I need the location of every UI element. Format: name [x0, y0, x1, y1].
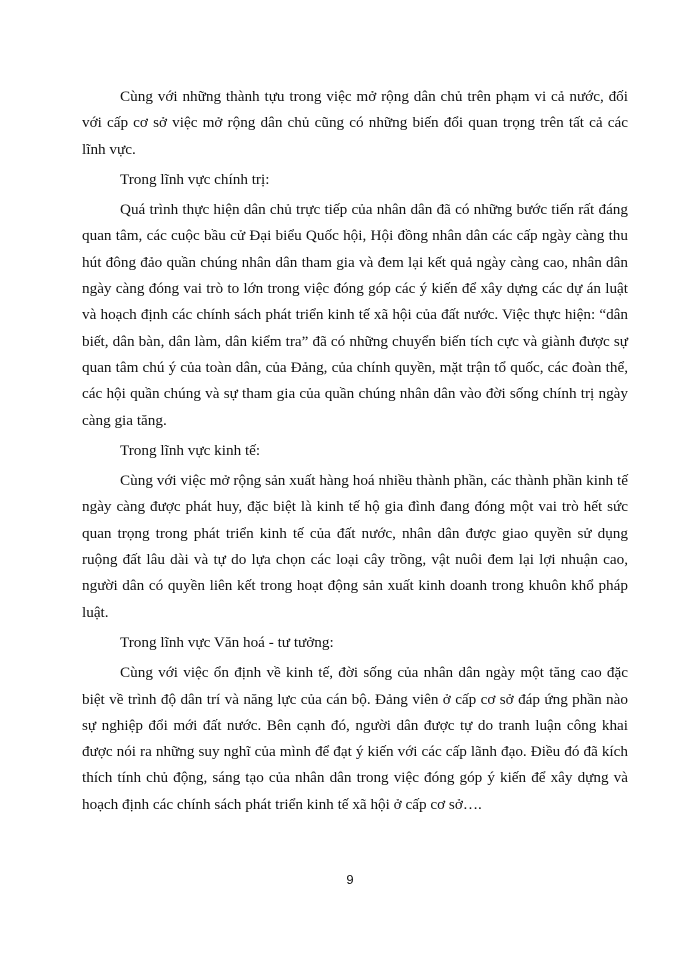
paragraph-culture: Cùng với việc ổn định về kinh tế, đời sống của nhân dân ngày một tăng cao đặc biệt về trình độ dân trí và năng lực của cán bộ. Đảng viên ở cấp cơ sở đáp ứng phần nào sự nghiệp đổi mới đất nước. Bên cạnh đó, người dân được tự do tranh luận công khai được nói ra những suy nghĩ của mình để đạt ý kiến với các cấp lãnh đạo. Điều đó đã kích thích tính chủ động, sáng tạo của nhân dân trong việc đóng góp ý kiến để xây dựng và hoạch định các chính sách phát triển kinh tế xã hội ở cấp cơ sở….: [82, 664, 628, 813]
heading-politics: Trong lĩnh vực chính trị:: [120, 170, 270, 188]
page-number: 9: [346, 872, 354, 887]
paragraph-economy: Cùng với việc mở rộng sản xuất hàng hoá nhiều thành phần, các thành phần kinh tế ngày càng được phát huy, đặc biệt là kinh tế hộ gia đình đang đóng một vai trò hết sức quan trọng trong phát triển kinh tế của đất nước, nhân dân được giao quyền sử dụng ruộng đất lâu dài và tự do lựa chọn các loại cây trồng, vật nuôi đem lại lợi nhuận cao, người dân có quyền liên kết trong hoạt động sản xuất kinh doanh trong khuôn khổ pháp luật.: [82, 472, 628, 621]
heading-economy: Trong lĩnh vực kinh tế:: [120, 441, 261, 459]
heading-culture: Trong lĩnh vực Văn hoá - tư tưởng:: [120, 633, 334, 651]
paragraph-intro: Cùng với những thành tựu trong việc mở rộng dân chủ trên phạm vi cả nước, đối với cấp cơ sở việc mở rộng dân chủ cũng có những biến đổi quan trọng trên tất cả các lĩnh vực.: [82, 88, 628, 158]
paragraph-politics: Quá trình thực hiện dân chủ trực tiếp của nhân dân đã có những bước tiến rất đáng quan tâm, các cuộc bầu cử Đại biểu Quốc hội, Hội đồng nhân dân các cấp ngày càng thu hút đông đảo quần chúng nhân dân tham gia và đem lại kết quả ngày càng cao, nhân dân ngày càng đóng vai trò to lớn trong việc đóng góp các ý kiến để xây dựng các dự án luật và hoạch định các chính sách phát triển kinh tế xã hội của đất nước. Việc thực hiện: “dân biết, dân bàn, dân làm, dân kiểm tra” đã có những chuyển biến tích cực và giành được sự quan tâm chú ý của toàn dân, của Đảng, của chính quyền, mặt trận tổ quốc, các đoàn thể, các hội quần chúng và sự tham gia của quần chúng nhân dân vào đời sống chính trị ngày càng gia tăng.: [82, 201, 628, 429]
body-text: [82, 84, 628, 822]
